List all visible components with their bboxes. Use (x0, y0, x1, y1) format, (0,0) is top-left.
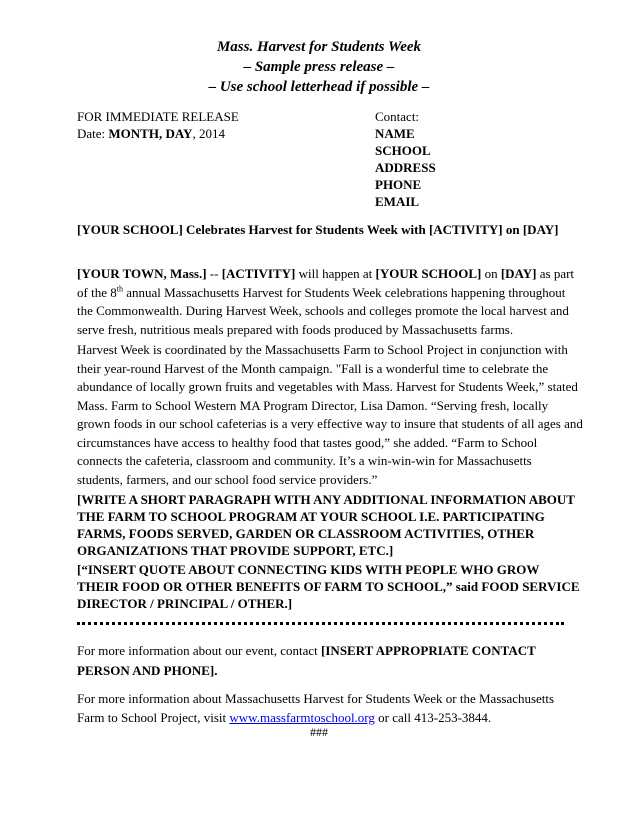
intro-paragraph (77, 265, 575, 339)
contact-block (375, 108, 436, 210)
more-info-paragraph (77, 690, 563, 727)
ordinal-suffix: th (116, 284, 123, 294)
paragraph-line: connects the cafeteria, classroom and community. It’s a win-win-win for Massachusetts (77, 453, 532, 468)
date-line (77, 125, 239, 142)
paragraph-line: their year-round Harvest of the Month campaign. "Fall is a wonderful time to celebrate the (77, 360, 549, 376)
contact-school: SCHOOL (375, 143, 431, 158)
placeholder-line: THEIR FOOD OR OTHER BENEFITS OF FARM TO SCHOOL,” said FOOD SERVICE (77, 579, 580, 594)
paragraph-line: grown foods in our school cafeterias is a very effective way to insure that students of all ages and (77, 416, 583, 431)
date-year: , 2014 (192, 126, 225, 141)
paragraph-line: Harvest Week is coordinated by the Massachusetts Farm to School Project in conjunction with (77, 342, 568, 357)
intro-line: the Commonwealth. During Harvest Week, schools and colleges promote the local harvest and (77, 303, 569, 318)
text-segment: For more information about our event, contact (77, 643, 322, 658)
title-subtitle: – Sample press release – (243, 59, 395, 75)
activity-placeholder: [ACTIVITY] (221, 266, 296, 281)
intro-line: serve fresh, nutritious meals prepared with foods produced by Massachusetts farms. (77, 321, 514, 337)
contact-address: ADDRESS (375, 160, 436, 175)
end-mark: ### (310, 725, 328, 739)
placeholder-line: [“INSERT QUOTE ABOUT CONNECTING KIDS WITH PEOPLE WHO GROW (77, 562, 540, 577)
date-label: Date: (77, 126, 106, 141)
contact-label: Contact: (375, 109, 420, 124)
paragraph-line (77, 641, 563, 661)
placeholder-line: THE FARM TO SCHOOL PROGRAM AT YOUR SCHOOL I.E. PARTICIPATING (77, 509, 545, 524)
placeholder-line: DIRECTOR / PRINCIPAL / OTHER.] (77, 596, 293, 611)
dotted-divider (77, 622, 564, 625)
paragraph-line: abundance of locally grown fruits and vegetables with Mass. Harvest for Students Week,” stated (77, 379, 578, 394)
paragraph-line: Mass. Farm to School Western MA Program Director, Lisa Damon. “Serving fresh, locally (77, 397, 549, 413)
placeholder-line: FARMS, FOODS SERVED, GARDEN OR CLASSROOM ACTIVITIES, OTHER (77, 526, 535, 541)
text-segment: of the 8 (77, 284, 117, 300)
town-placeholder: [YOUR TOWN, Mass.] (77, 266, 207, 281)
contact-placeholder: [INSERT APPROPRIATE CONTACT (321, 643, 536, 658)
intro-line (77, 284, 566, 303)
additional-info-placeholder (77, 491, 575, 559)
contact-name: NAME (375, 126, 415, 141)
intro-line (77, 265, 575, 284)
contact-phone: PHONE (375, 177, 422, 192)
text-segment: Farm to School Project, visit (77, 709, 230, 725)
title-main: Mass. Harvest for Students Week (216, 39, 422, 55)
contact-placeholder-line: PERSON AND PHONE]. (77, 663, 218, 678)
text-segment: or call 413-253-3844. (374, 709, 492, 725)
school-placeholder: [YOUR SCHOOL] (375, 266, 482, 281)
release-label: FOR IMMEDIATE RELEASE (77, 109, 239, 124)
date-value: MONTH, DAY (108, 126, 193, 141)
contact-email: EMAIL (375, 194, 420, 209)
day-placeholder: [DAY] (500, 266, 537, 281)
release-info (77, 108, 239, 142)
text-segment: -- (206, 266, 222, 281)
coordination-paragraph (77, 341, 583, 489)
paragraph-line: circumstances have access to healthy food that tastes good,” she added. “Farm to School (77, 434, 538, 450)
title-letterhead-note: – Use school letterhead if possible – (208, 79, 430, 95)
placeholder-line: ORGANIZATIONS THAT PROVIDE SUPPORT, ETC.] (77, 543, 394, 558)
event-contact-paragraph (77, 641, 563, 681)
paragraph-line: For more information about Massachusetts Harvest for Students Week or the Massachusetts (77, 691, 555, 706)
paragraph-line: students, farmers, and our school food service providers.” (77, 471, 378, 487)
placeholder-line: [WRITE A SHORT PARAGRAPH WITH ANY ADDITIONAL INFORMATION ABOUT (77, 492, 575, 507)
text-segment: annual Massachusetts Harvest for Students Week celebrations happening throughout (122, 284, 566, 300)
text-segment: will happen at (295, 266, 376, 281)
website-link[interactable]: www.massfarmtoschool.org (229, 709, 375, 725)
press-headline: [YOUR SCHOOL] Celebrates Harvest for Students Week with [ACTIVITY] on [DAY] (77, 222, 559, 237)
text-segment: on (481, 266, 501, 281)
text-segment: as part (536, 266, 575, 281)
quote-placeholder (77, 561, 580, 612)
